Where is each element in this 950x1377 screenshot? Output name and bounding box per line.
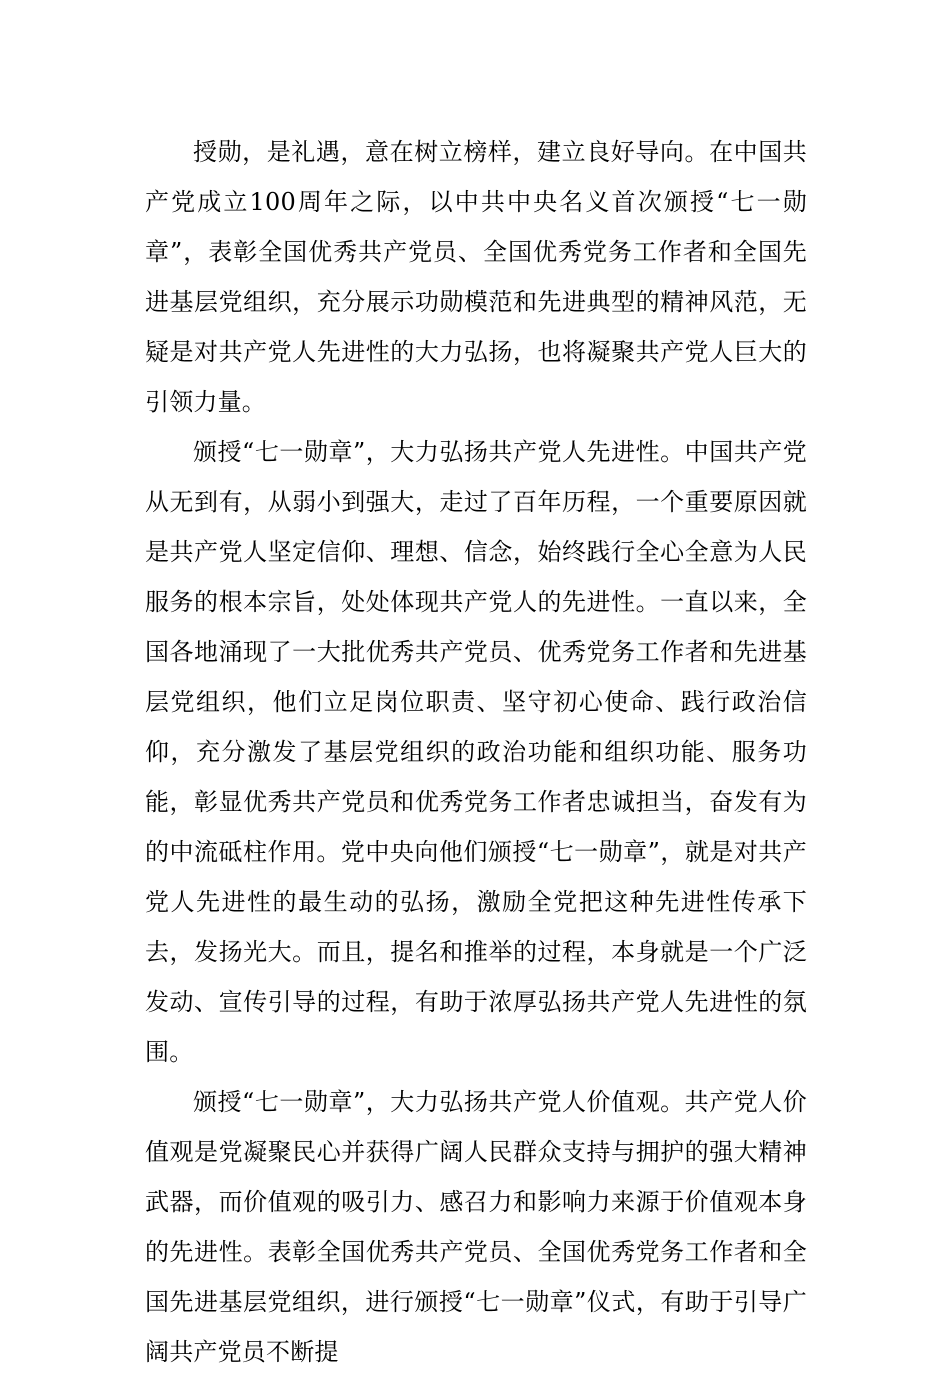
paragraph-1: 授勋，是礼遇，意在树立榜样，建立良好导向。在中国共产党成立100周年之际，以中共中央名义首次颁授“七一勋章”，表彰全国优秀共产党员、全国优秀党务工作者和全国先进基层党组织，充分展示功勋模范和先进典型的精神风范，无疑是对共产党人先进性的大力弘扬，也将凝聚共产党人巨大的引领力量。 [145, 138, 807, 416]
paragraph-3: 颁授“七一勋章”，大力弘扬共产党人价值观。共产党人价值观是党凝聚民心并获得广阔人民群众支持与拥护的强大精神武器，而价值观的吸引力、感召力和影响力来源于价值观本身的先进性。表彰全国优秀共产党员、全国优秀党务工作者和全国先进基层党组织，进行颁授“七一勋章”仪式，有助于引导广阔共产党员不断提 [145, 1088, 807, 1366]
paragraph-2: 颁授“七一勋章”，大力弘扬共产党人先进性。中国共产党从无到有，从弱小到强大，走过了百年历程，一个重要原因就是共产党人坚定信仰、理想、信念，始终践行全心全意为人民服务的根本宗旨，处处体现共产党人的先进性。一直以来，全国各地涌现了一大批优秀共产党员、优秀党务工作者和先进基层党组织，他们立足岗位职责、坚守初心使命、践行政治信仰，充分激发了基层党组织的政治功能和组织功能、服务功能，彰显优秀共产党员和优秀党务工作者忠诚担当，奋发有为的中流砥柱作用。党中央向他们颁授“七一勋章”，就是对共产党人先进性的最生动的弘扬，激励全党把这种先进性传承下去，发扬光大。而且，提名和推举的过程，本身就是一个广泛发动、宣传引导的过程，有助于浓厚弘扬共产党人先进性的氛围。 [145, 438, 807, 1066]
document-body [145, 127, 807, 1377]
